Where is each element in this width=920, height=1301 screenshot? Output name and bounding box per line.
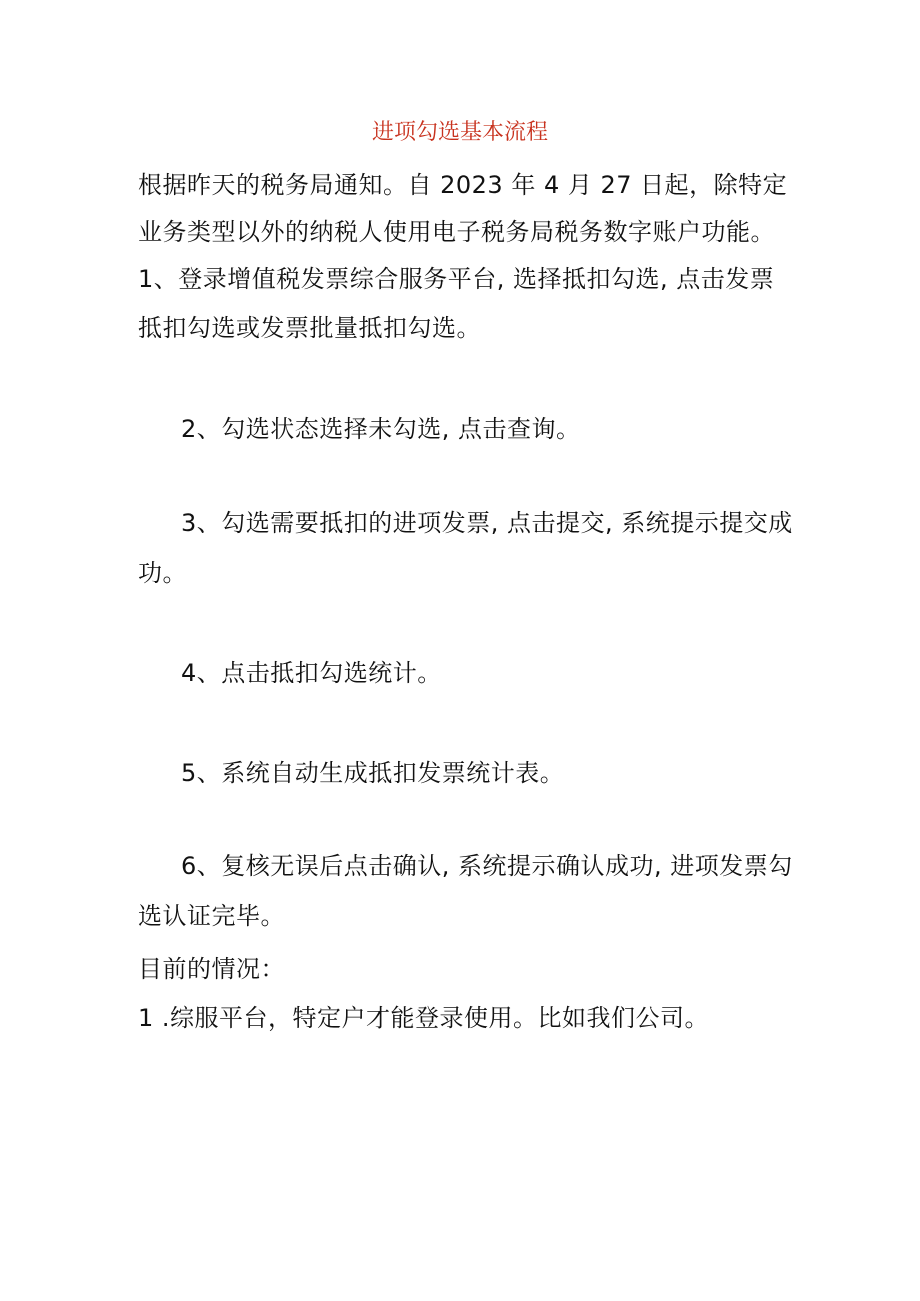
current-situation-heading: 目前的情况： [138, 955, 285, 983]
step-5-line-1: 5、系统自动生成抵扣发票统计表。 [181, 759, 565, 787]
intro-line-1: 根据昨天的税务局通知。自 2023 年 4 月 27 日起，除特定 [138, 171, 788, 199]
step-6-line-2: 选认证完毕。 [138, 902, 285, 930]
step-3-line-1: 3、勾选需要抵扣的进项发票, 点击提交, 系统提示提交成 [181, 509, 793, 537]
step-6-line-1: 6、复核无误后点击确认, 系统提示确认成功, 进项发票勾 [181, 852, 793, 880]
step-1-line-1: 1、登录增值税发票综合服务平台, 选择抵扣勾选, 点击发票 [138, 265, 775, 293]
intro-line-2: 业务类型以外的纳税人使用电子税务局税务数字账户功能。 [138, 218, 775, 246]
document-title: 进项勾选基本流程 [371, 120, 548, 145]
step-4-line-1: 4、点击抵扣勾选统计。 [181, 659, 442, 687]
step-1-line-2: 抵扣勾选或发票批量抵扣勾选。 [138, 314, 481, 342]
step-2-line-1: 2、勾选状态选择未勾选, 点击查询。 [181, 415, 581, 443]
current-situation-item-1: 1 .综服平台，特定户才能登录使用。比如我们公司。 [138, 1004, 710, 1032]
step-3-line-2: 功。 [138, 559, 187, 587]
